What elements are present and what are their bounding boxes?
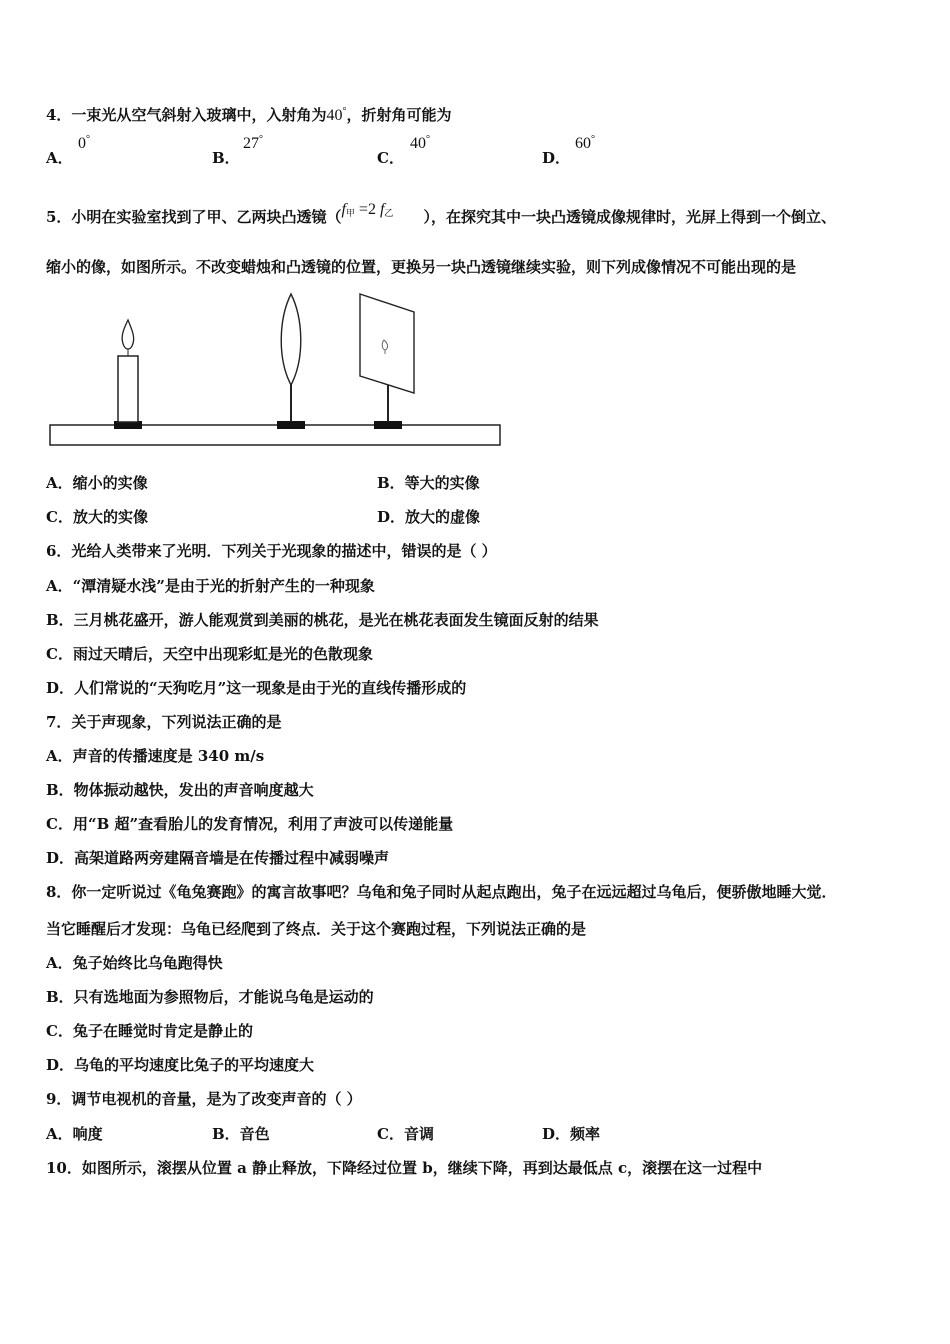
- q5-formula: $f_甲 =2$ $f_乙$: [341, 201, 394, 218]
- q5-option-a: A．缩小的实像: [46, 474, 148, 492]
- q8-option-d: D．乌龟的平均速度比兔子的平均速度大: [46, 1056, 315, 1074]
- q9-stem: 9．调节电视机的音量，是为了改变声音的（ ）: [46, 1090, 362, 1108]
- q8-stem-line2: 当它睡醒后才发现：乌龟已经爬到了终点．关于这个赛跑过程，下列说法正确的是: [46, 920, 587, 938]
- q4-option-b-label: B．: [212, 149, 240, 167]
- q4-option-b-value: 27°: [243, 134, 263, 152]
- q4-angle: 40°: [326, 106, 347, 124]
- q7-option-c: C．用“B 超”查看胎儿的发育情况，利用了声波可以传递能量: [46, 815, 454, 833]
- convex-lens: [277, 294, 305, 429]
- q5-stem-line2: 缩小的像，如图所示。不改变蜡烛和凸透镜的位置，更换另一块凸透镜继续实验，则下列成像情况不可能出现的是: [46, 258, 797, 276]
- q8-stem-line1: 8．你一定听说过《龟兔赛跑》的寓言故事吧？乌龟和兔子同时从起点跑出，兔子在远远超过乌龟后，便骄傲地睡大觉．: [46, 883, 837, 901]
- light-screen: [360, 294, 414, 429]
- optical-bench-figure: [46, 288, 504, 450]
- q9-option-b: B．音色: [212, 1125, 270, 1143]
- q4-option-a-value: 0°: [78, 134, 90, 152]
- q6-option-b: B．三月桃花盛开，游人能观赏到美丽的桃花，是光在桃花表面发生镜面反射的结果: [46, 611, 599, 629]
- q9-option-a: A．响度: [46, 1125, 103, 1143]
- q4-option-c-value: 40°: [410, 134, 430, 152]
- q4-option-d-label: D．: [542, 149, 571, 167]
- q9-option-c: C．音调: [377, 1125, 434, 1143]
- q7-option-a: A．声音的传播速度是 340 m/s: [46, 747, 265, 765]
- q6-option-d: D．人们常说的“天狗吃月”这一现象是由于光的直线传播形成的: [46, 679, 467, 697]
- q6-stem: 6．光给人类带来了光明．下列关于光现象的描述中，错误的是（ ）: [46, 542, 497, 560]
- candle: [114, 320, 142, 429]
- q7-stem: 7．关于声现象，下列说法正确的是: [46, 713, 282, 731]
- q4-option-c-label: C．: [377, 149, 404, 167]
- q5-option-c: C．放大的实像: [46, 508, 148, 526]
- q7-option-b: B．物体振动越快，发出的声音响度越大: [46, 781, 314, 799]
- q8-option-b: B．只有选地面为参照物后，才能说乌龟是运动的: [46, 988, 374, 1006]
- q5-option-b: B．等大的实像: [377, 474, 480, 492]
- q8-option-c: C．兔子在睡觉时肯定是静止的: [46, 1022, 253, 1040]
- q7-option-d: D．高架道路两旁建隔音墙是在传播过程中减弱噪声: [46, 849, 390, 867]
- q4-option-a-label: A．: [46, 149, 73, 167]
- q4-stem: 4．一束光从空气斜射入玻璃中，入射角为40°，折射角可能为: [46, 106, 452, 124]
- q9-option-d: D．频率: [542, 1125, 601, 1143]
- q10-stem: 10．如图所示，滚摆从位置 a 静止释放，下降经过位置 b，继续下降，再到达最低点 c，滚摆在这一过程中: [46, 1159, 763, 1177]
- q6-option-c: C．雨过天晴后，天空中出现彩虹是光的色散现象: [46, 645, 373, 663]
- q5-option-d: D．放大的虚像: [377, 508, 481, 526]
- q6-option-a: A．“潭清疑水浅”是由于光的折射产生的一种现象: [46, 577, 375, 595]
- q8-option-a: A．兔子始终比乌龟跑得快: [46, 954, 223, 972]
- q4-option-d-value: 60°: [575, 134, 595, 152]
- q5-stem-line1: 5．小明在实验室找到了甲、乙两块凸透镜（$f_甲 =2$ $f_乙$ ），在探究其中一块凸透镜成像规律时，光屏上得到一个倒立、: [46, 201, 836, 226]
